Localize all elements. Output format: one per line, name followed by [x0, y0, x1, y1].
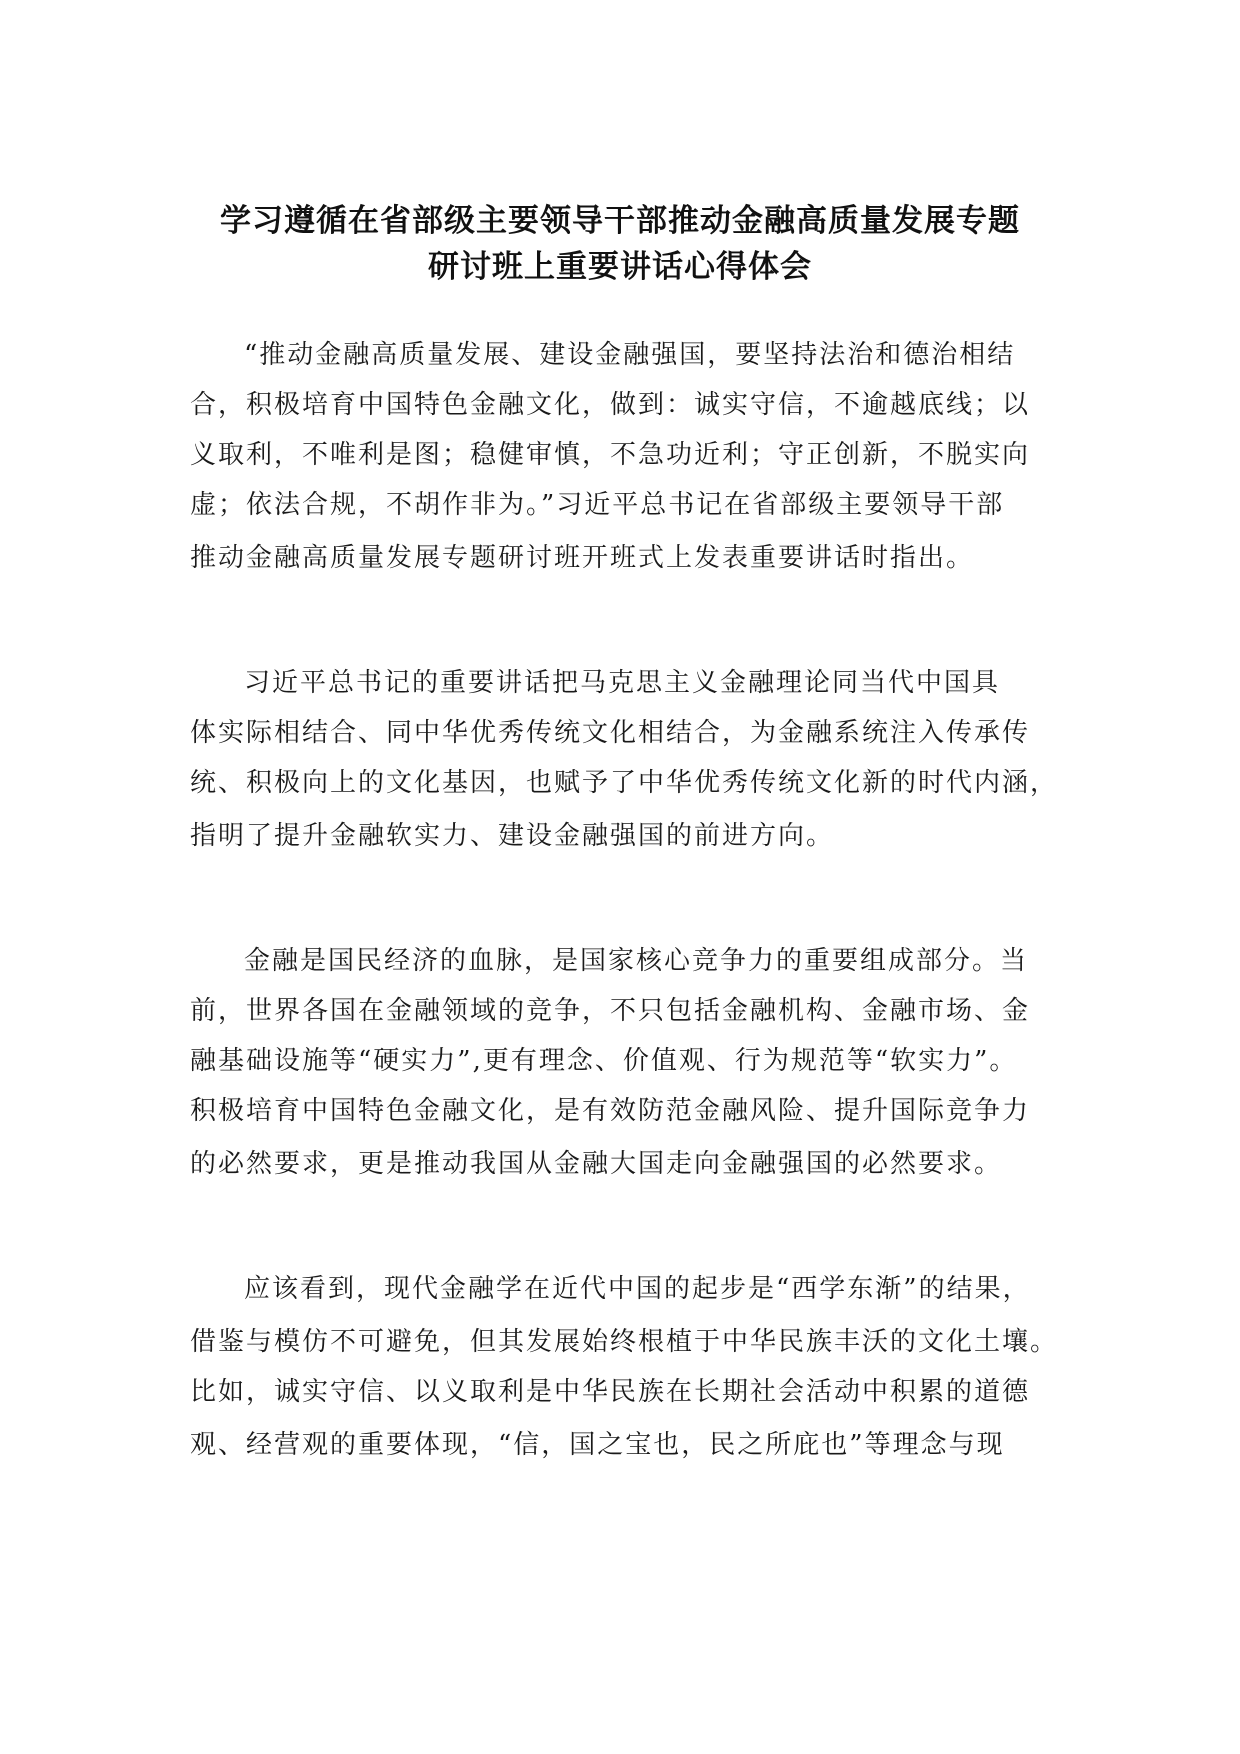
document-title-line-2: 研讨班上重要讲话心得体会 — [428, 249, 812, 285]
paragraph-line: 应该看到，现代金融学在近代中国的起步是“西学东渐”的结果， — [244, 1274, 1031, 1304]
paragraph-line: 比如，诚实守信、以义取利是中华民族在长期社会活动中积累的道德 — [190, 1377, 1031, 1407]
paragraph-line: 体实际相结合、同中华优秀传统文化相结合，为金融系统注入传承传 — [190, 718, 1031, 748]
paragraph-line: 观、经营观的重要体现，“信，国之宝也，民之所庇也”等理念与现 — [190, 1430, 1005, 1460]
paragraph-line: 虚；依法合规，不胡作非为。”习近平总书记在省部级主要领导干部 — [190, 490, 1005, 520]
paragraph-line: 融基础设施等“硬实力”,更有理念、价值观、行为规范等“软实力”。 — [190, 1046, 1018, 1076]
paragraph-line: 合，积极培育中国特色金融文化，做到：诚实守信，不逾越底线；以 — [190, 390, 1031, 420]
paragraph-line: 推动金融高质量发展专题研讨班开班式上发表重要讲话时指出。 — [190, 543, 975, 573]
paragraph-line: 习近平总书记的重要讲话把马克思主义金融理论同当代中国具 — [244, 668, 1001, 698]
document-title-line-1: 学习遵循在省部级主要领导干部推动金融高质量发展专题 — [220, 203, 1020, 239]
paragraph-line: “推动金融高质量发展、建设金融强国，要坚持法治和德治相结 — [244, 340, 1016, 370]
paragraph-line: 的必然要求，更是推动我国从金融大国走向金融强国的必然要求。 — [190, 1149, 1003, 1179]
paragraph-line: 义取利，不唯利是图；稳健审慎，不急功近利；守正创新，不脱实向 — [190, 440, 1031, 470]
paragraph-line: 借鉴与模仿不可避免，但其发展始终根植于中华民族丰沃的文化土壤。 — [190, 1327, 1059, 1357]
paragraph-line: 金融是国民经济的血脉，是国家核心竞争力的重要组成部分。当 — [244, 946, 1029, 976]
paragraph-line: 前，世界各国在金融领域的竞争，不只包括金融机构、金融市场、金 — [190, 996, 1031, 1026]
paragraph-line: 指明了提升金融软实力、建设金融强国的前进方向。 — [190, 821, 835, 851]
paragraph-line: 积极培育中国特色金融文化，是有效防范金融风险、提升国际竞争力 — [190, 1096, 1031, 1126]
paragraph-line: 统、积极向上的文化基因，也赋予了中华优秀传统文化新的时代内涵， — [190, 768, 1059, 798]
